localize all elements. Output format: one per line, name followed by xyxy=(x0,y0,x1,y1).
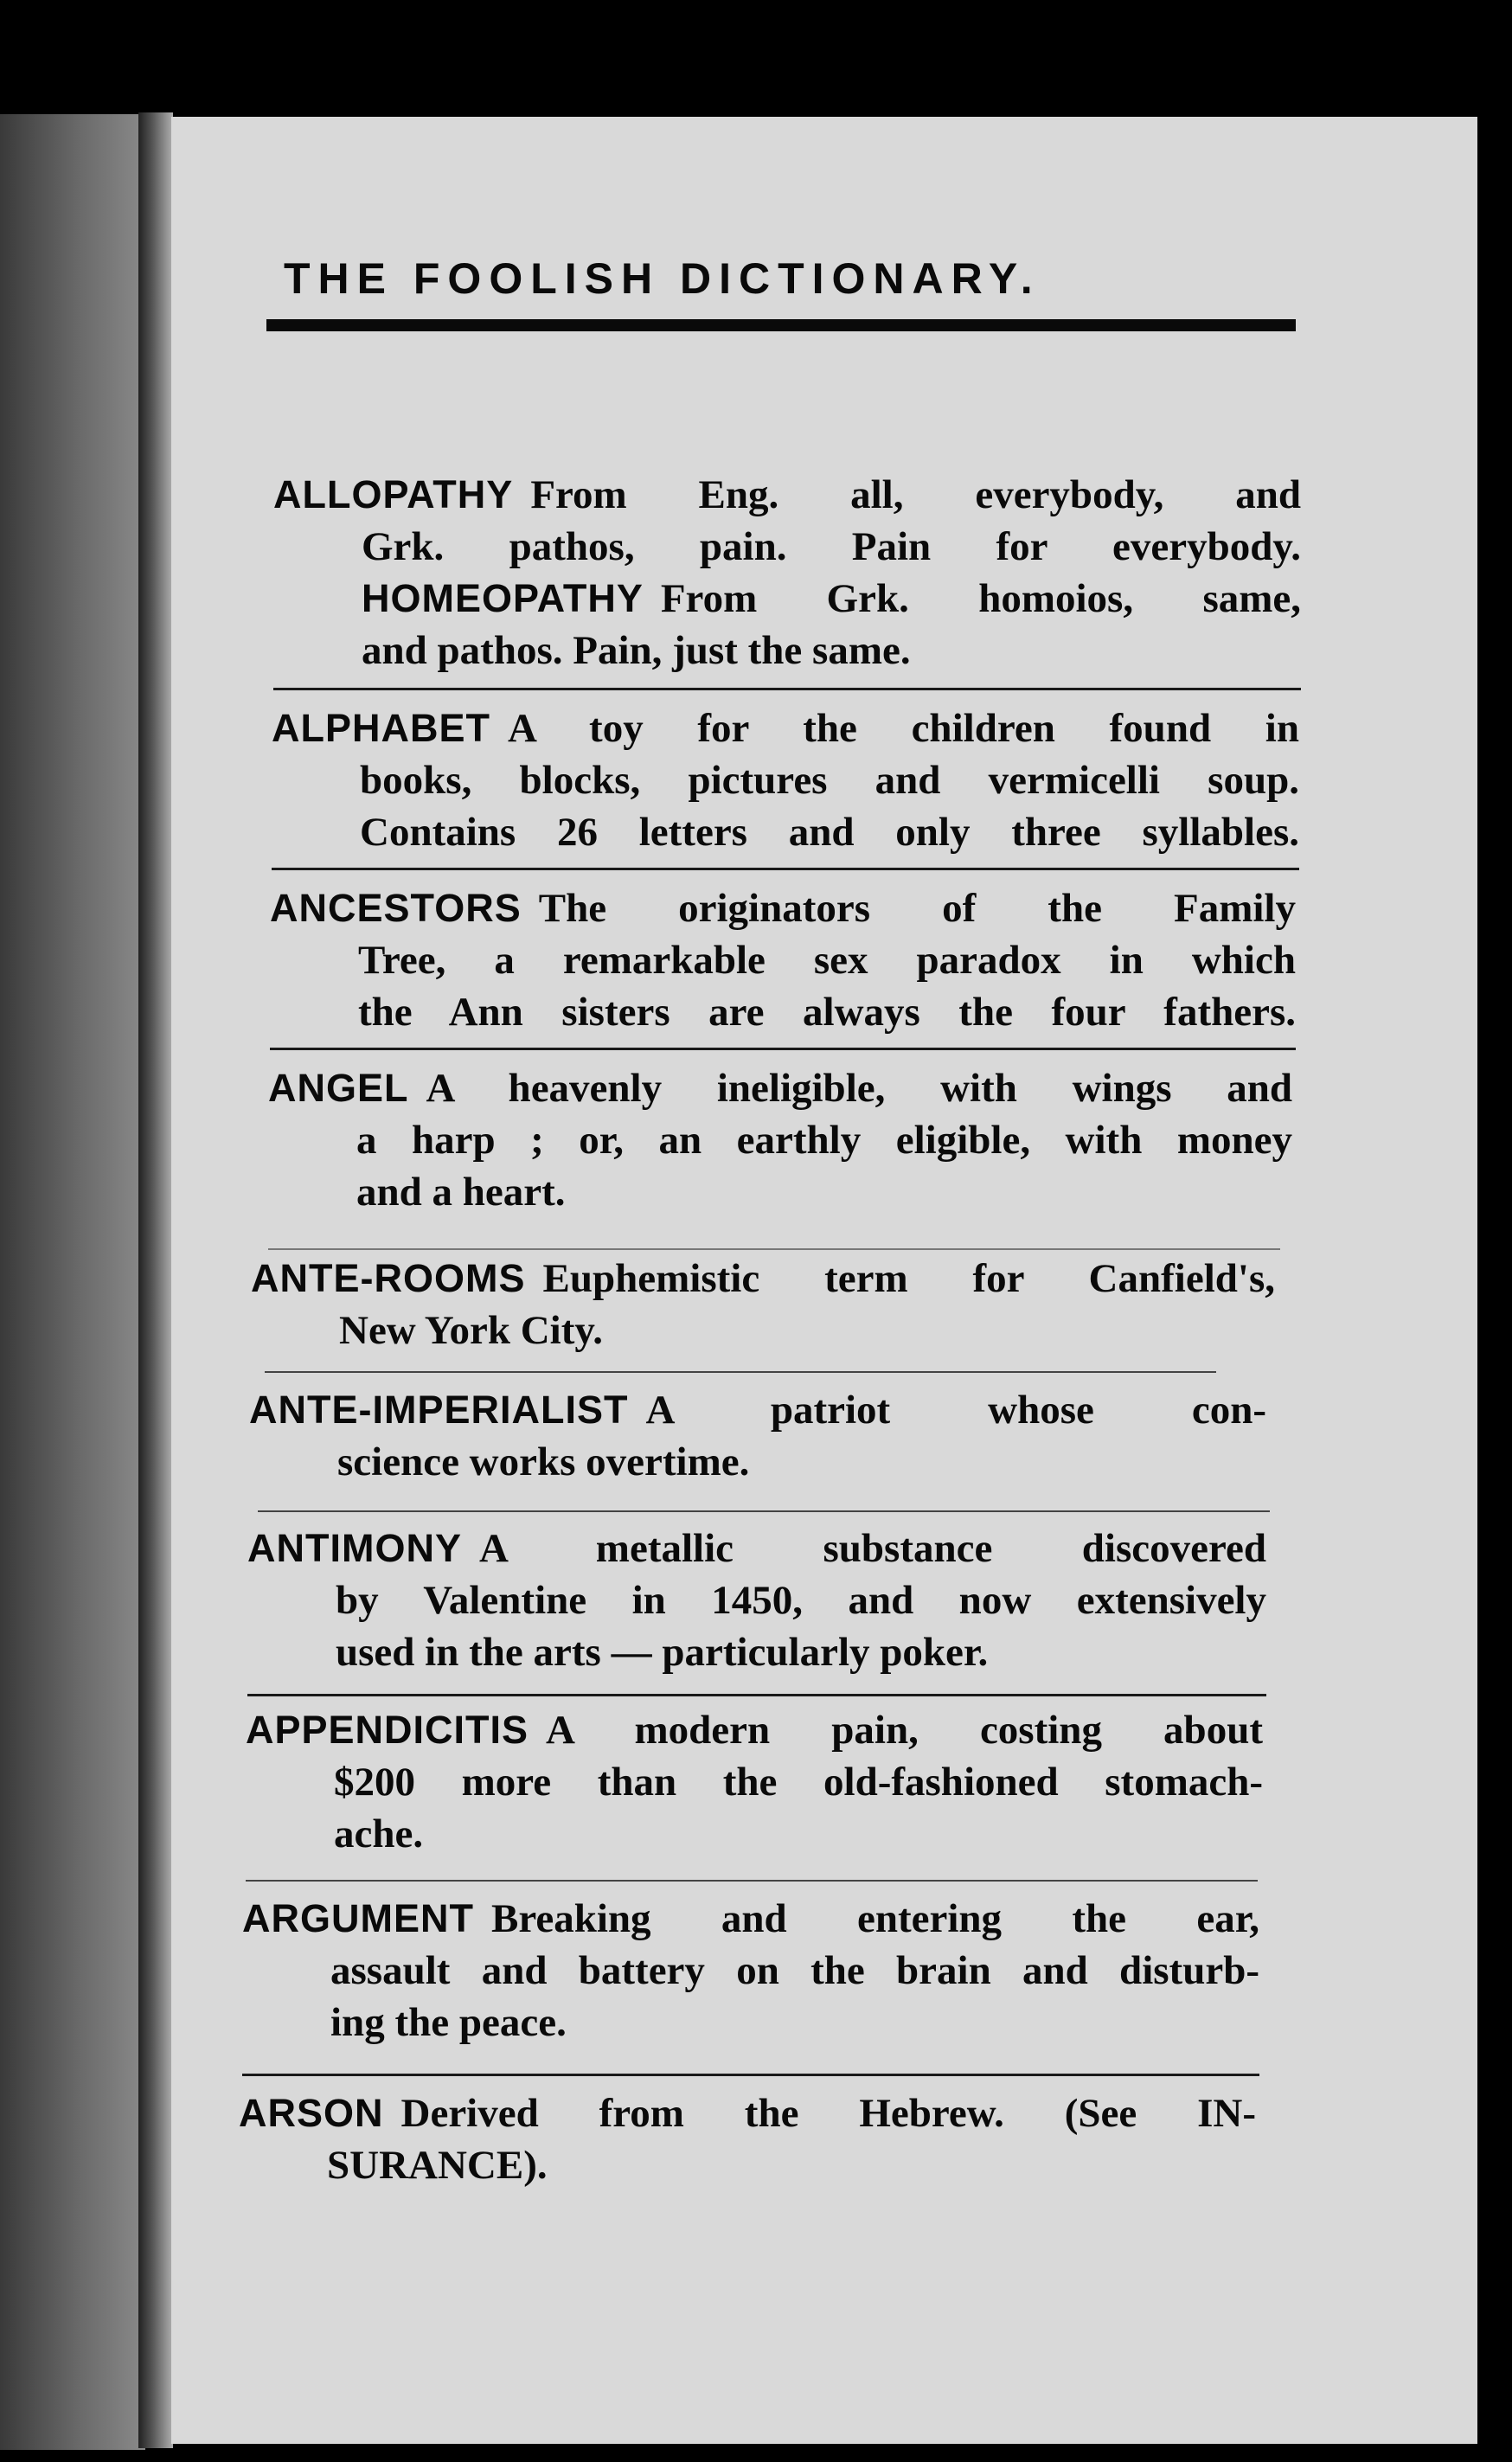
entry-term: ANTE-ROOMS xyxy=(251,1256,526,1300)
entry-text: A toy for the children found in xyxy=(508,706,1299,751)
book-spine xyxy=(138,112,173,2448)
page-header: THE FOOLISH DICTIONARY. xyxy=(284,254,1041,303)
entry-angel xyxy=(268,1062,1292,1218)
entry-divider xyxy=(272,868,1299,870)
entry-appendicitis xyxy=(246,1704,1263,1860)
entry-line: ache. xyxy=(334,1811,424,1856)
entry-divider xyxy=(265,1371,1216,1373)
entry-first-line xyxy=(247,1523,1266,1574)
entry-term: ALLOPATHY xyxy=(273,472,514,516)
entry-first-line xyxy=(272,702,1299,754)
entry-term: ARGUMENT xyxy=(242,1896,474,1940)
entry-text: A modern pain, costing about xyxy=(546,1708,1263,1753)
entry-line: Tree, a remarkable sex paradox in which xyxy=(358,938,1296,983)
entry-text: A heavenly ineligible, with wings and xyxy=(426,1066,1292,1111)
entry-text: Euphemistic term for Canfield's, xyxy=(542,1256,1275,1301)
entry-first-line xyxy=(242,1893,1259,1945)
entry-divider xyxy=(270,1048,1296,1050)
entry-text: The originators of the Family xyxy=(538,886,1296,931)
entry-line: a harp ; or, an earthly eligible, with money xyxy=(356,1118,1292,1163)
entry-line: $200 more than the old-fashioned stomach- xyxy=(334,1760,1263,1805)
facing-page-edge xyxy=(0,114,145,2450)
entry-first-line xyxy=(239,2087,1256,2139)
entry-line: and a heart. xyxy=(356,1170,566,1215)
entry-line: by Valentine in 1450, and now extensively xyxy=(336,1578,1266,1623)
entry-line: SURANCE). xyxy=(327,2143,548,2188)
entry-ante-imperialist xyxy=(249,1384,1266,1488)
entry-term: ANGEL xyxy=(268,1066,409,1110)
entry-line: Contains 26 letters and only three syllables. xyxy=(360,810,1299,855)
entry-line: books, blocks, pictures and vermicelli soup. xyxy=(360,758,1299,803)
header-rule xyxy=(266,319,1296,331)
entry-first-line xyxy=(246,1704,1263,1756)
entry-allopathy xyxy=(273,469,1301,676)
entry-ante-rooms xyxy=(251,1253,1275,1356)
entry-ancestors xyxy=(270,882,1296,1038)
entry-text: A metallic substance discovered xyxy=(479,1526,1266,1571)
entry-term: ALPHABET xyxy=(272,706,490,750)
entry-first-line xyxy=(273,469,1301,521)
entry-line: ing the peace. xyxy=(330,2000,567,2045)
entry-divider xyxy=(273,688,1301,690)
entry-alphabet xyxy=(272,702,1299,858)
dictionary-page xyxy=(171,117,1477,2444)
entry-term: ANCESTORS xyxy=(270,886,522,930)
entry-text: Derived from the Hebrew. (See IN- xyxy=(400,2091,1256,2136)
entry-line: science works overtime. xyxy=(337,1439,750,1484)
entry-line: and pathos. Pain, just the same. xyxy=(362,628,911,673)
entry-line: assault and battery on the brain and disturb- xyxy=(330,1948,1259,1993)
entry-line: used in the arts — particularly poker. xyxy=(336,1630,989,1675)
entry-text: From Eng. all, everybody, and xyxy=(530,472,1301,517)
entry-divider xyxy=(268,1248,1280,1250)
entry-sub-line xyxy=(362,573,1301,625)
entry-term: ANTIMONY xyxy=(247,1526,462,1570)
entry-line: Grk. pathos, pain. Pain for everybody. xyxy=(362,524,1301,569)
entry-term: ANTE-IMPERIALIST xyxy=(249,1388,629,1432)
entry-divider xyxy=(247,1694,1266,1696)
entry-first-line xyxy=(249,1384,1266,1436)
entry-sub-term: HOMEOPATHY xyxy=(362,576,644,620)
entry-divider xyxy=(246,1880,1258,1882)
entry-antimony xyxy=(247,1523,1266,1678)
entry-first-line xyxy=(251,1253,1275,1305)
entry-divider xyxy=(258,1510,1270,1512)
entry-text: A patriot whose con- xyxy=(645,1388,1266,1433)
entry-text: From Grk. homoios, same, xyxy=(660,576,1301,621)
entry-argument xyxy=(242,1893,1259,2048)
entry-term: APPENDICITIS xyxy=(246,1708,529,1752)
entry-term: ARSON xyxy=(239,2091,384,2135)
entry-arson xyxy=(239,2087,1256,2191)
entry-first-line xyxy=(270,882,1296,934)
entry-first-line xyxy=(268,1062,1292,1114)
entry-divider xyxy=(242,2074,1259,2076)
entry-line: the Ann sisters are always the four fathers. xyxy=(358,990,1296,1035)
entry-line: New York City. xyxy=(339,1308,604,1353)
entry-text: Breaking and entering the ear, xyxy=(490,1896,1259,1941)
